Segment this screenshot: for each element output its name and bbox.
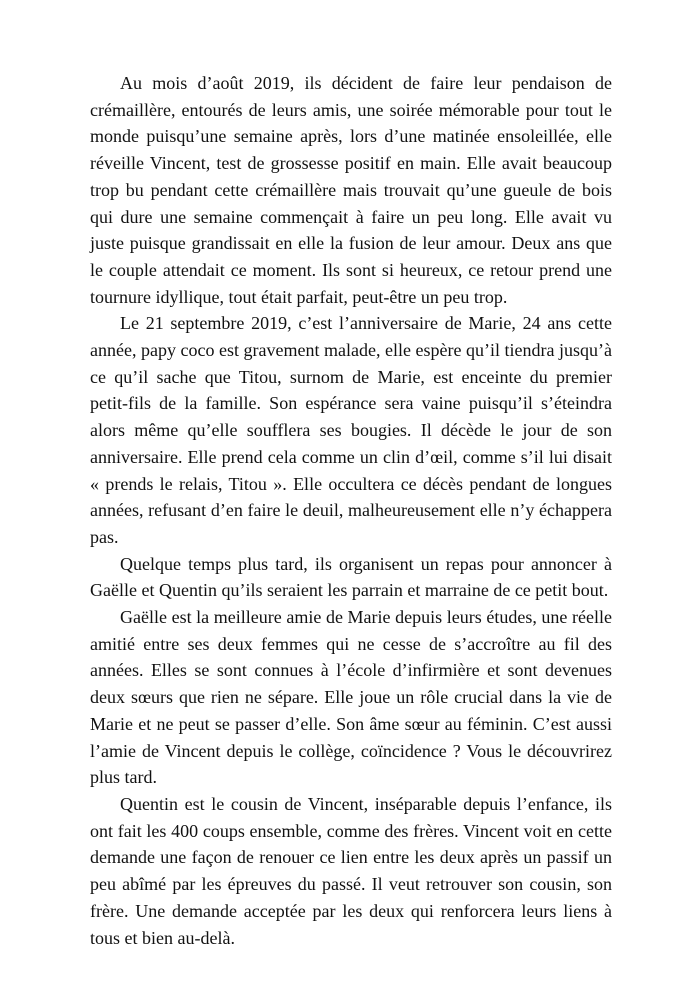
paragraph-2: Le 21 septembre 2019, c’est l’anniversaire de Marie, 24 ans cette année, papy coco est gravement malade, elle espère qu’il tiendra jusqu’à ce qu’il sache que Titou, surnom de Marie, est enceinte du premier petit-fils de la famille. Son espérance sera vaine puisqu’il s’éteindra alors même qu’elle soufflera ses bougies. Il décède le jour de son anniversaire. Elle prend cela comme un clin d’œil, comme s’il lui disait « prends le relais, Titou ». Elle occultera ce décès pendant de longues années, refusant d’en faire le deuil, malheureusement elle n’y échappera pas. (90, 313, 612, 547)
paragraph-3: Quelque temps plus tard, ils organisent un repas pour annoncer à Gaëlle et Quentin qu’ils seraient les parrain et marraine de ce petit bout. (90, 553, 612, 601)
paragraph-4: Gaëlle est la meilleure amie de Marie depuis leurs études, une réelle amitié entre ses deux femmes qui ne cesse de s’accroître au fil des années. Elles se sont connues à l’école d’infirmière et sont devenues deux sœurs que rien ne sépare. Elle joue un rôle crucial dans la vie de Marie et ne peut se passer d’elle. Son âme sœur au féminin. C’est aussi l’amie de Vincent depuis le collège, coïncidence ? Vous le découvrirez plus tard. (90, 607, 612, 788)
paragraph-5: Quentin est le cousin de Vincent, inséparable depuis l’enfance, ils ont fait les 400 coups ensemble, comme des frères. Vincent voit en cette demande une façon de renouer ce lien entre les deux après un passif un peu abîmé par les épreuves du passé. Il veut retrouver son cousin, son frère. Une demande acceptée par les deux qui renforcera leurs liens à tous et bien au-delà. (90, 793, 612, 948)
paragraph-1: Au mois d’août 2019, ils décident de faire leur pendaison de crémaillère, entourés de leurs amis, une soirée mémorable pour tout le monde puisqu’une semaine après, lors d’une matinée ensoleillée, elle réveille Vincent, test de grossesse positif en main. Elle avait beaucoup trop bu pendant cette crémaillère mais trouvait qu’une gueule de bois qui dure une semaine commençait à faire un peu long. Elle avait vu juste puisque grandissait en elle la fusion de leur amour. Deux ans que le couple attendait ce moment. Ils sont si heureux, ce retour prend une tournure idyllique, tout était parfait, peut-être un peu trop. (90, 73, 612, 307)
body-text (90, 70, 612, 951)
